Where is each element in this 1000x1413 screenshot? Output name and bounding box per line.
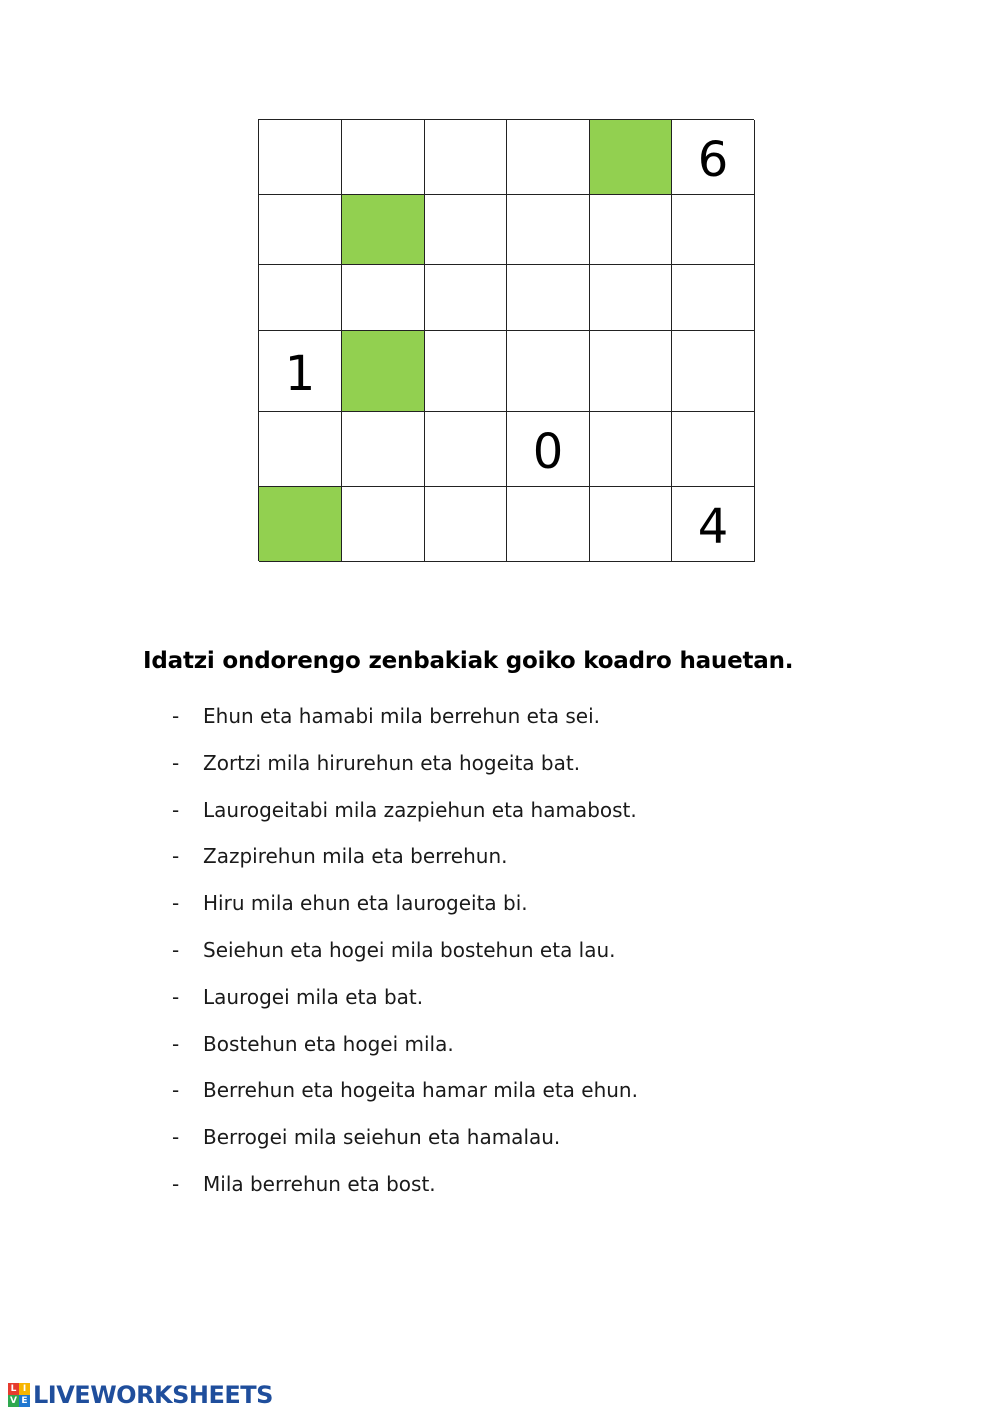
- list-item: [172, 1172, 638, 1219]
- list-item-dash: -: [172, 937, 180, 962]
- grid-cell[interactable]: [259, 412, 342, 487]
- grid-cell[interactable]: [342, 120, 425, 195]
- grid-cell[interactable]: [507, 120, 590, 195]
- logo-mark-tile: I: [19, 1383, 30, 1395]
- list-item-text: Zazpirehun mila eta berrehun.: [203, 844, 508, 869]
- list-item: [172, 844, 638, 891]
- list-item: [172, 1032, 638, 1079]
- number-word-list: [172, 704, 638, 1219]
- list-item-dash: -: [172, 797, 180, 822]
- logo-mark-tile: L: [8, 1383, 19, 1395]
- list-item-text: Berrogei mila seiehun eta hamalau.: [203, 1125, 561, 1150]
- grid-cell-shaded: [342, 331, 425, 412]
- list-item-text: Laurogeitabi mila zazpiehun eta hamabost.: [203, 797, 637, 822]
- grid-cell[interactable]: [590, 487, 672, 562]
- grid-cell[interactable]: [672, 412, 755, 487]
- grid-cell[interactable]: [259, 195, 342, 265]
- list-item-dash: -: [172, 844, 180, 869]
- grid-cell-digit: 0: [507, 412, 590, 487]
- list-item-dash: -: [172, 750, 180, 775]
- grid-cell[interactable]: [672, 331, 755, 412]
- list-item-text: Seiehun eta hogei mila bostehun eta lau.: [203, 937, 616, 962]
- grid-cell[interactable]: [672, 195, 755, 265]
- grid-cell[interactable]: [342, 412, 425, 487]
- grid-cell[interactable]: [342, 265, 425, 331]
- grid-cell[interactable]: [590, 412, 672, 487]
- number-grid: [258, 119, 754, 561]
- list-item-dash: -: [172, 1031, 180, 1056]
- list-item-text: Hiru mila ehun eta laurogeita bi.: [203, 891, 528, 916]
- grid-cell[interactable]: [259, 265, 342, 331]
- list-item-text: Ehun eta hamabi mila berrehun eta sei.: [203, 704, 601, 728]
- grid-cell[interactable]: [507, 331, 590, 412]
- grid-cell[interactable]: [507, 487, 590, 562]
- grid-cell[interactable]: [425, 487, 507, 562]
- list-item-dash: -: [172, 1078, 180, 1103]
- list-item: [172, 1078, 638, 1125]
- instruction-heading: Idatzi ondorengo zenbakiak goiko koadro hauetan.: [143, 648, 794, 674]
- liveworksheets-logo: [8, 1381, 273, 1409]
- list-item-dash: -: [172, 1125, 180, 1150]
- logo-mark-tile: V: [8, 1395, 19, 1407]
- grid-cell[interactable]: [425, 120, 507, 195]
- list-item: [172, 891, 638, 938]
- list-item-text: Mila berrehun eta bost.: [203, 1171, 436, 1196]
- list-item-text: Laurogei mila eta bat.: [203, 984, 424, 1009]
- grid-cell[interactable]: [590, 331, 672, 412]
- list-item: [172, 751, 638, 798]
- liveworksheets-logo-icon: [8, 1383, 30, 1407]
- grid-cell-digit: 1: [259, 331, 342, 412]
- grid-cell[interactable]: [672, 265, 755, 331]
- list-item: [172, 938, 638, 985]
- grid-cell-digit: 6: [672, 120, 755, 195]
- grid-cell-shaded: [342, 195, 425, 265]
- grid-cell[interactable]: [425, 331, 507, 412]
- logo-mark-tile: E: [19, 1395, 30, 1407]
- list-item: [172, 1125, 638, 1172]
- grid-cell[interactable]: [507, 265, 590, 331]
- list-item-text: Berrehun eta hogeita hamar mila eta ehun.: [203, 1078, 638, 1103]
- grid-cell-digit: 4: [672, 487, 755, 562]
- list-item: [172, 985, 638, 1032]
- grid-cell-shaded: [590, 120, 672, 195]
- liveworksheets-logo-text: LIVEWORKSHEETS: [33, 1381, 273, 1409]
- list-item: [172, 704, 638, 751]
- list-item-dash: -: [172, 1171, 180, 1196]
- grid-cell-shaded: [259, 487, 342, 562]
- grid-cell[interactable]: [425, 265, 507, 331]
- list-item: [172, 798, 638, 845]
- grid-cell[interactable]: [590, 265, 672, 331]
- grid-cell[interactable]: [259, 120, 342, 195]
- grid-cell[interactable]: [507, 195, 590, 265]
- grid-cell[interactable]: [590, 195, 672, 265]
- grid-cell[interactable]: [425, 412, 507, 487]
- grid-cell[interactable]: [342, 487, 425, 562]
- grid-cell[interactable]: [425, 195, 507, 265]
- list-item-text: Zortzi mila hirurehun eta hogeita bat.: [203, 750, 581, 775]
- list-item-text: Bostehun eta hogei mila.: [203, 1031, 454, 1056]
- list-item-dash: -: [172, 704, 180, 728]
- list-item-dash: -: [172, 984, 180, 1009]
- list-item-dash: -: [172, 891, 180, 916]
